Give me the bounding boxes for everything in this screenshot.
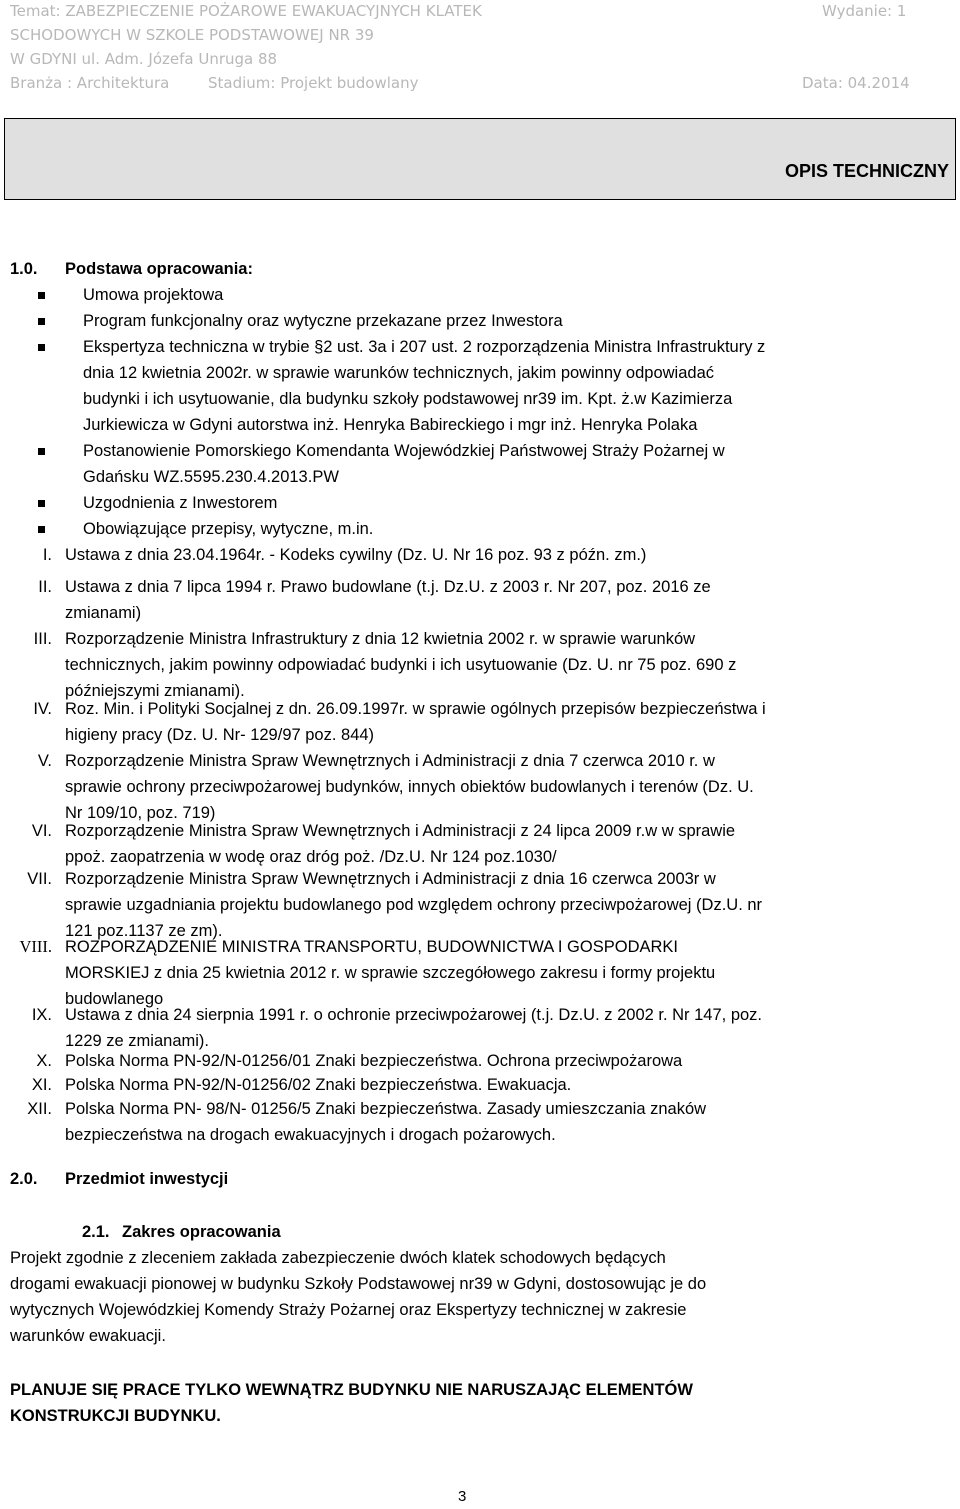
regulation-text <box>65 542 920 568</box>
regulation-text <box>65 1048 920 1074</box>
header-topic: Temat: ZABEZPIECZENIE POŻAROWE EWAKUACYJNYCH KLATEK <box>10 2 482 20</box>
regulation-number: IV. <box>33 700 52 718</box>
bullet-line: Postanowienie Pomorskiego Komendanta Wojewódzkiej Państwowej Straży Pożarnej w <box>83 442 725 460</box>
regulation-number: V. <box>37 752 52 770</box>
regulation-number: VIII. <box>19 937 52 956</box>
regulation-line: Polska Norma PN-92/N-01256/01 Znaki bezpieczeństwa. Ochrona przeciwpożarowa <box>65 1052 683 1070</box>
header-stage: Stadium: Projekt budowlany <box>208 74 419 92</box>
header-date: Data: 04.2014 <box>802 74 910 92</box>
regulation-line: Rozporządzenie Ministra Spraw Wewnętrznych i Administracji z dnia 16 czerwca 2003r w <box>65 870 716 888</box>
square-bullet-icon <box>38 292 45 299</box>
notice-line: PLANUJE SIĘ PRACE TYLKO WEWNĄTRZ BUDYNKU NIE NARUSZAJĄC ELEMENTÓW <box>10 1381 693 1399</box>
regulation-number: I. <box>42 546 52 564</box>
section1-number: 1.0. <box>10 260 38 278</box>
section1-heading: Podstawa opracowania: <box>65 260 253 278</box>
bullet-text <box>83 334 924 438</box>
section2-number: 2.0. <box>10 1170 38 1188</box>
paragraph-line: Projekt zgodnie z zleceniem zakłada zabezpieczenie dwóch klatek schodowych będących <box>10 1249 666 1267</box>
regulation-line: budowlanego <box>65 990 164 1008</box>
regulation-line: bezpieczeństwa na drogach ewakuacyjnych i drogach pożarowych. <box>65 1126 556 1144</box>
regulation-line: późniejszymi zmianami). <box>65 682 245 700</box>
title-band <box>4 118 956 200</box>
regulation-text <box>65 748 920 826</box>
regulation-line: Rozporządzenie Ministra Spraw Wewnętrznych i Administracji z 24 lipca 2009 r.w w sprawie <box>65 822 736 840</box>
regulation-number: II. <box>38 578 52 596</box>
square-bullet-icon <box>38 344 45 351</box>
bullet-text <box>83 490 924 516</box>
regulation-number: XI. <box>31 1076 52 1094</box>
header-branch: Branża : Architektura <box>10 74 170 92</box>
regulation-text <box>65 818 920 870</box>
paragraph-line: warunków ewakuacji. <box>10 1327 166 1345</box>
regulation-line: Rozporządzenie Ministra Infrastruktury z dnia 12 kwietnia 2002 r. w sprawie warunków <box>65 630 696 648</box>
scope-paragraph <box>10 1245 920 1349</box>
section2-heading: Przedmiot inwestycji <box>65 1170 229 1188</box>
square-bullet-icon <box>38 500 45 507</box>
subsection-number: 2.1. <box>82 1223 110 1241</box>
bullet-line: Gdańsku WZ.5595.230.4.2013.PW <box>83 468 339 486</box>
regulation-text <box>65 696 920 748</box>
regulation-line: technicznych, jakim powinny odpowiadać budynki i ich usytuowanie (Dz. U. nr 75 poz. 690 z <box>65 656 737 674</box>
regulation-number: VII. <box>27 870 52 888</box>
notice <box>10 1377 920 1429</box>
square-bullet-icon <box>38 318 45 325</box>
bullet-line: Ekspertyza techniczna w trybie §2 ust. 3a i 207 ust. 2 rozporządzenia Ministra Infrastruktury z <box>83 338 766 356</box>
regulation-number: III. <box>33 630 52 648</box>
regulation-line: Ustawa z dnia 24 sierpnia 1991 r. o ochronie przeciwpożarowej (t.j. Dz.U. z 2002 r. Nr 147, poz. <box>65 1006 763 1024</box>
header-address: W GDYNI ul. Adm. Józefa Unruga 88 <box>10 50 278 68</box>
bullet-text <box>83 516 924 542</box>
bullet-line: Uzgodnienia z Inwestorem <box>83 494 278 512</box>
regulation-line: higieny pracy (Dz. U. Nr- 129/97 poz. 844) <box>65 726 375 744</box>
notice-line: KONSTRUKCJI BUDYNKU. <box>10 1407 221 1425</box>
regulation-line: zmianami) <box>65 604 142 622</box>
regulation-text <box>65 1002 920 1054</box>
subsection-heading: Zakres opracowania <box>122 1223 281 1241</box>
regulation-line: Nr 109/10, poz. 719) <box>65 804 216 822</box>
regulation-line: 1229 ze zmianami). <box>65 1032 209 1050</box>
regulation-line: Ustawa z dnia 7 lipca 1994 r. Prawo budowlane (t.j. Dz.U. z 2003 r. Nr 207, poz. 2016 ze <box>65 578 711 596</box>
paragraph-line: wytycznych Wojewódzkiej Komendy Straży Pożarnej oraz Ekspertyzy technicznej w zakresie <box>10 1301 687 1319</box>
paragraph-line: drogami ewakuacji pionowej w budynku Szkoły Podstawowej nr39 w Gdyni, dostosowując je do <box>10 1275 707 1293</box>
regulation-text <box>65 1096 920 1148</box>
bullet-line: Program funkcjonalny oraz wytyczne przekazane przez Inwestora <box>83 312 563 330</box>
regulation-text <box>65 866 920 944</box>
regulation-line: MORSKIEJ z dnia 25 kwietnia 2012 r. w sprawie szczegółowego zakresu i formy projektu <box>65 964 716 982</box>
page-number: 3 <box>458 1488 467 1505</box>
header-edition: Wydanie: 1 <box>822 2 907 20</box>
bullet-text <box>83 308 924 334</box>
bullet-line: Obowiązujące przepisy, wytyczne, m.in. <box>83 520 374 538</box>
regulation-line: Rozporządzenie Ministra Spraw Wewnętrznych i Administracji z dnia 7 czerwca 2010 r. w <box>65 752 715 770</box>
regulation-line: ROZPORZĄDZENIE MINISTRA TRANSPORTU, BUDOWNICTWA I GOSPODARKI <box>65 938 678 956</box>
regulation-text <box>65 1072 920 1098</box>
regulation-line: Polska Norma PN-92/N-01256/02 Znaki bezpieczeństwa. Ewakuacja. <box>65 1076 572 1094</box>
header-topic-line2: SCHODOWYCH W SZKOLE PODSTAWOWEJ NR 39 <box>10 26 374 44</box>
bullet-line: Umowa projektowa <box>83 286 224 304</box>
regulation-number: X. <box>36 1052 52 1070</box>
regulation-text <box>65 934 920 1012</box>
square-bullet-icon <box>38 448 45 455</box>
regulation-text <box>65 626 920 704</box>
regulation-line: Polska Norma PN- 98/N- 01256/5 Znaki bezpieczeństwa. Zasady umieszczania znaków <box>65 1100 707 1118</box>
regulation-line: sprawie ochrony przeciwpożarowej budynków, innych obiektów budowlanych i terenów (Dz. U. <box>65 778 754 796</box>
regulation-line: Ustawa z dnia 23.04.1964r. - Kodeks cywilny (Dz. U. Nr 16 poz. 93 z późn. zm.) <box>65 546 647 564</box>
regulation-line: Roz. Min. i Polityki Socjalnej z dn. 26.09.1997r. w sprawie ogólnych przepisów bezpieczeństwa i <box>65 700 766 718</box>
bullet-line: Jurkiewicza w Gdyni autorstwa inż. Henryka Babireckiego i mgr inż. Henryka Polaka <box>83 416 698 434</box>
regulation-line: sprawie uzgadniania projektu budowlanego pod względem ochrony przeciwpożarowej (Dz.U. nr <box>65 896 763 914</box>
regulation-number: IX. <box>31 1006 52 1024</box>
regulation-line: ppoż. zaopatrzenia w wodę oraz dróg poż. /Dz.U. Nr 124 poz.1030/ <box>65 848 557 866</box>
square-bullet-icon <box>38 526 45 533</box>
bullet-line: dnia 12 kwietnia 2002r. w sprawie warunków technicznych, jakim powinny odpowiadać <box>83 364 715 382</box>
regulation-text <box>65 574 920 626</box>
regulation-number: XII. <box>27 1100 52 1118</box>
regulation-number: VI. <box>31 822 52 840</box>
bullet-text <box>83 438 924 490</box>
regulation-line: 121 poz.1137 ze zm). <box>65 922 223 940</box>
bullet-line: budynki i ich usytuowanie, dla budynku szkoły podstawowej nr39 im. Kpt. ż.w Kazimierza <box>83 390 733 408</box>
page-title: OPIS TECHNICZNY <box>784 161 949 181</box>
bullet-text <box>83 282 924 308</box>
